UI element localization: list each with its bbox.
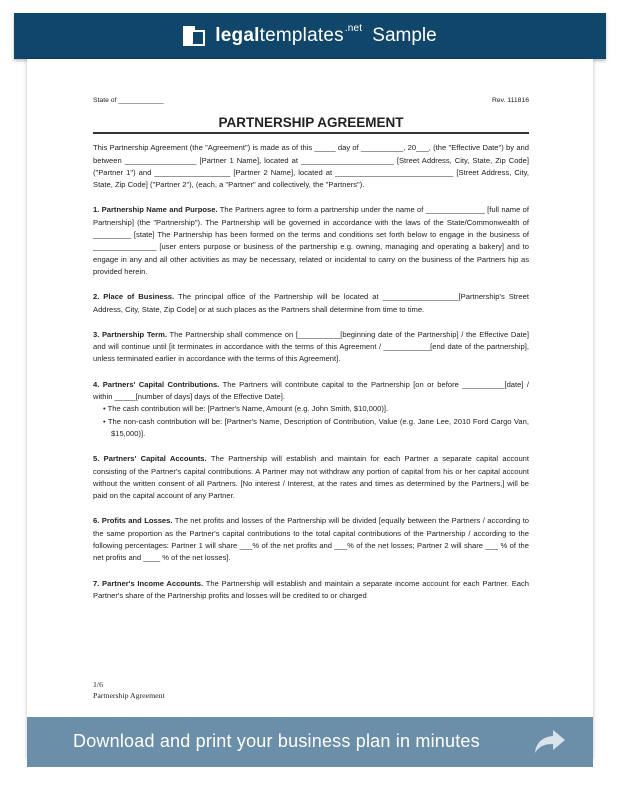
document-body xyxy=(93,95,529,615)
section-body: The net profits and losses of the Partnership will be divided [equally between the Partners / according to the same proportion as the Partner's capital contributions to the total capital contributions of the Partnership / according to the following percentages: Partner 1 will share ___% of the net profits and ___% of the net losses; Partner 2 will share ___ % of the net profits and ____ % of the net losses]. xyxy=(93,516,530,563)
section-2 xyxy=(93,291,529,316)
list-item: • The non-cash contribution will be: [Partner's Name, Description of Contribution, Value (e.g. Jane Lee, 2010 Ford Cargo Van, $15,000)]. xyxy=(103,416,529,438)
brand-regular: templates xyxy=(259,25,344,46)
section-heading: 1. Partnership Name and Purpose. xyxy=(93,205,218,215)
page-footer xyxy=(93,679,165,701)
section-heading: 6. Profits and Losses. xyxy=(93,516,173,526)
section-heading: 7. Partner's Income Accounts. xyxy=(93,578,204,588)
section-body: The Partnership will establish and maintain for each Partner a separate capital account consisting of the Partner's capital contributions. A Partner may not withdraw any portion of capital from his or her capital account without the written consent of all Partners. [No interest / Interest, at the rates and times as determined by the Partners,] will be paid on the capital account of any Partner. xyxy=(93,454,529,501)
section-3 xyxy=(93,329,529,366)
section-5 xyxy=(93,453,529,502)
state-label: State of ____________ xyxy=(93,97,164,104)
document-page xyxy=(27,59,593,759)
section-6 xyxy=(93,515,529,564)
site-header xyxy=(14,13,606,59)
revision-label: Rev. 111816 xyxy=(491,97,529,104)
document-topline xyxy=(93,95,529,107)
section-4 xyxy=(93,379,529,440)
section-1 xyxy=(93,204,529,278)
brand-name[interactable] xyxy=(215,25,362,47)
brand-suffix: .net xyxy=(344,23,363,34)
brand-bold: legal xyxy=(215,25,260,46)
page-number: 1/6 xyxy=(93,680,103,689)
section-body: The Partnership will establish and maintain a separate income account for each Partner. Each Partner's share of the Partnership profits and losses will be credited to or charged xyxy=(93,578,529,600)
section-heading: 3. Partnership Term. xyxy=(93,329,167,339)
document-title: PARTNERSHIP AGREEMENT xyxy=(218,115,404,131)
footer-title: Partnership Agreement xyxy=(93,691,165,700)
title-divider xyxy=(93,132,529,134)
legaltemplates-logo-icon xyxy=(183,24,207,48)
section-4-text xyxy=(93,379,529,404)
section-body: The Partners agree to form a partnership under the name of ______________ [full name of Partnership] (the "Partnership"). The Partnership will be governed in accordance with the laws of the State/Commonwealth of _________ [state] The Partnership has been formed on the terms and conditions set forth below to engage in the business of _______________ [user enters purpose or business of the partnership e.g. owning, managing and operating a bakery] and to engage in any and all other activities as may be necessary, related or incidental to carry on the business of the Partners hip as provided herein. xyxy=(93,205,529,276)
section-body: The principal office of the Partnership will be located at __________________[Partnership's Street Address, City, State, Zip Code] or at such places as the Partners shall determine from time to time. xyxy=(93,292,529,314)
download-banner-text: Download and print your business plan in minutes xyxy=(73,731,480,751)
section-body: The Partners will contribute capital to the Partnership [on or before __________[date] / within _____[number of days] days of the Effective Date]. xyxy=(93,379,529,402)
intro-paragraph: This Partnership Agreement (the "Agreement") is made as of this _____ day of __________, 20___, (the "Effective Date") by and between _________________ [Partner 1 Name], located at ______________________ [Street Address, City, State, Zip Code] ("Partner 1") and __________________ [Partner 2 Name], located at ____________________________ [Street Address, City, State, Zip Code] ("Partner 2"), (each, a "Partner" and collectively, the "Partners"). xyxy=(93,143,529,190)
section-body: The Partnership shall commence on [__________[beginning date of the Partnership] / the Effective Date] and will continue until [it terminates in accordance with the terms of this Agreement / ___________[end date of the partnership], unless terminated earlier in accordance with the terms of this Agreement]. xyxy=(93,329,529,364)
sample-label: Sample xyxy=(372,25,437,46)
section-heading: 5. Partners' Capital Accounts. xyxy=(93,454,207,464)
list-item: • The cash contribution will be: [Partner's Name, Amount (e.g. John Smith, $10,000)]. xyxy=(103,404,389,414)
download-banner[interactable] xyxy=(27,717,593,767)
section-7 xyxy=(93,578,529,603)
section-heading: 4. Partners' Capital Contributions. xyxy=(93,379,220,389)
forward-arrow-icon[interactable] xyxy=(533,728,567,756)
section-heading: 2. Place of Business. xyxy=(93,292,175,302)
